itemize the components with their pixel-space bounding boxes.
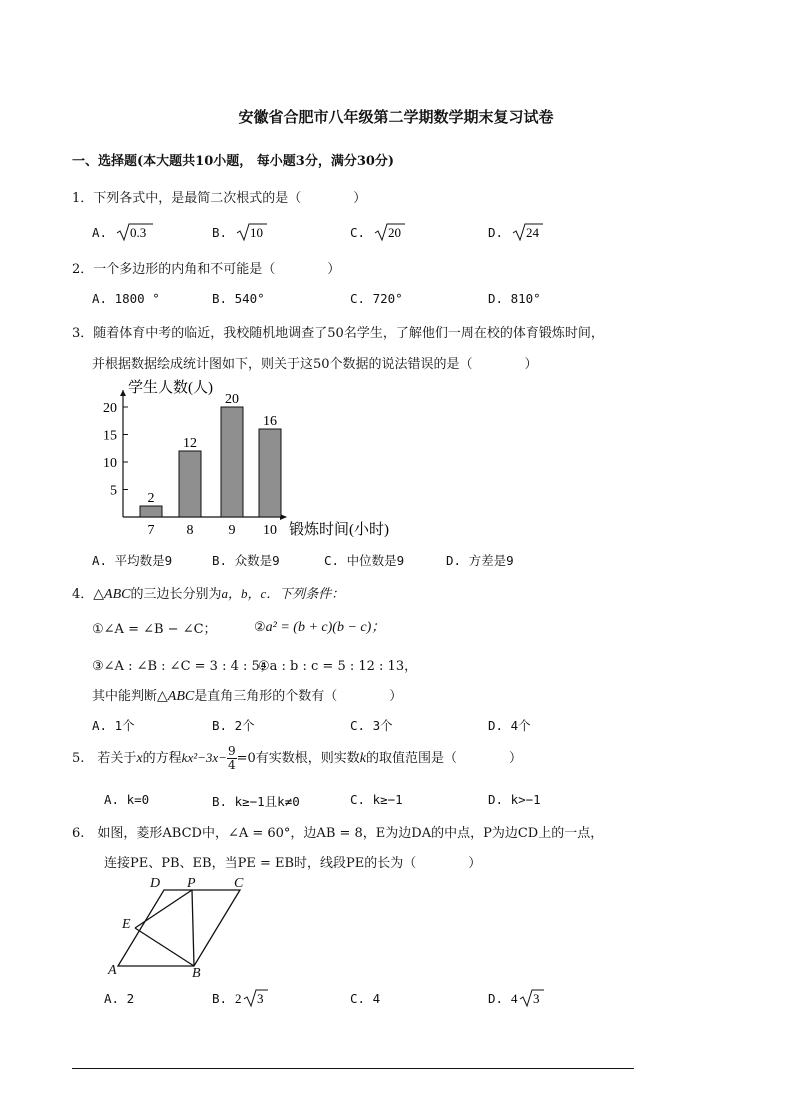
label-c: C bbox=[234, 876, 244, 891]
svg-text:2: 2 bbox=[234, 991, 242, 1006]
svg-text:3: 3 bbox=[532, 991, 540, 1006]
q4-condition-4: ④a : b : c = 5 : 12 : 13， bbox=[258, 659, 418, 674]
sqrt-symbol bbox=[373, 222, 405, 242]
page-title: 安徽省合肥市八年级第二学期数学期末复习试卷 bbox=[238, 108, 554, 126]
label-d: D bbox=[150, 876, 161, 891]
radicand: 0.3 bbox=[129, 225, 146, 240]
sqrt-symbol bbox=[235, 222, 267, 242]
q5-option-a: A. k=0 bbox=[104, 792, 150, 807]
q4-condition-3: ③∠A : ∠B : ∠C = 3 : 4 : 5； bbox=[92, 659, 273, 674]
y-tick-label: 20 bbox=[103, 401, 117, 416]
sqrt-symbol bbox=[511, 222, 543, 242]
q4-option-b: B. 2个 bbox=[212, 718, 255, 733]
bar bbox=[140, 506, 162, 517]
q1-option-b: B. 10 bbox=[212, 222, 267, 242]
segment-pb bbox=[192, 890, 194, 966]
q4-condition-1: ①∠A = ∠B − ∠C； bbox=[92, 622, 217, 637]
bar bbox=[221, 407, 243, 517]
rhombus-abcd bbox=[118, 890, 240, 966]
bar-data-label: 2 bbox=[147, 491, 155, 506]
x-tick-label: 7 bbox=[147, 523, 155, 538]
q2-option-d: D. 810° bbox=[488, 291, 541, 306]
radicand: 20 bbox=[387, 225, 401, 240]
coef-sqrt bbox=[511, 988, 545, 1008]
radicand: 24 bbox=[525, 225, 539, 240]
coef-sqrt bbox=[235, 988, 269, 1008]
svg-text:3: 3 bbox=[256, 991, 264, 1006]
q5-option-d: D. k>−1 bbox=[488, 792, 541, 807]
fraction-9-4: $\frac{9}{4}$ bbox=[227, 744, 236, 772]
x-axis-label: 锻炼时间(小时) bbox=[289, 522, 389, 538]
question-4-stem: 4．△ABC的三边长分别为a，b，c．下列条件： bbox=[72, 586, 345, 602]
question-6-stem-line-2: 连接PE、PB、EB，当PE = EB时，线段PE的长为（ ） bbox=[104, 856, 482, 871]
q3-option-b: B. 众数是9 bbox=[212, 553, 280, 568]
sqrt-symbol bbox=[115, 222, 153, 242]
q6-option-d: D. 4 3 bbox=[488, 988, 545, 1008]
x-tick-label: 9 bbox=[228, 523, 236, 538]
question-1-stem: 1．下列各式中，是最简二次根式的是（ ） bbox=[72, 191, 367, 206]
question-3-stem-line-2: 并根据数据绘成统计图如下，则关于这50个数据的说法错误的是（ ） bbox=[92, 357, 538, 372]
bar-data-label: 20 bbox=[225, 392, 239, 407]
q3-option-c: C. 中位数是9 bbox=[324, 553, 405, 568]
q4-condition-2: ②a² = (b + c)(b − c)； bbox=[254, 620, 386, 635]
q4-question: 其中能判断△ABC是直角三角形的个数有（ ） bbox=[92, 689, 403, 704]
q2-option-c: C. 720° bbox=[350, 291, 403, 306]
triangle-abc: △ABC bbox=[93, 587, 131, 602]
q2-option-a: A. 1800 ° bbox=[92, 291, 160, 306]
question-3-stem-line-1: 3．随着体育中考的临近，我校随机地调查了50名学生，了解他们一周在校的体育锻炼时间， bbox=[72, 326, 604, 341]
label-a: A bbox=[108, 963, 117, 978]
q4-option-c: C. 3个 bbox=[350, 718, 393, 733]
svg-text:4: 4 bbox=[510, 991, 518, 1006]
x-tick-label: 8 bbox=[186, 523, 194, 538]
q1-option-d: D. 24 bbox=[488, 222, 543, 242]
question-6-stem-line-1: 6. 如图，菱形ABCD中，∠A = 60°，边AB = 8，E为边DA的中点，P为边CD上的一点， bbox=[72, 826, 604, 841]
label-e: E bbox=[122, 917, 131, 932]
question-2-stem: 2．一个多边形的内角和不可能是（ ） bbox=[72, 262, 341, 277]
bar-chart bbox=[0, 370, 440, 550]
y-axis-arrow bbox=[120, 390, 126, 396]
question-5-stem: 5. 若关于x的方程kx²−3x− $\frac{9}{4}$ =0有实数根，则实数k的取值范围是（ ） bbox=[72, 744, 522, 772]
q4-option-a: A. 1个 bbox=[92, 718, 135, 733]
chart-bars bbox=[140, 407, 281, 517]
label-p: P bbox=[187, 876, 196, 891]
x-tick-label: 10 bbox=[263, 523, 277, 538]
q5-option-b: B. k≥−1且k≠0 bbox=[212, 794, 300, 809]
bar-data-label: 16 bbox=[263, 414, 277, 429]
y-tick-label: 5 bbox=[110, 483, 117, 499]
y-tick-label: 15 bbox=[103, 428, 117, 444]
q6-option-b: B. 2 3 bbox=[212, 988, 269, 1008]
y-axis-label: 学生人数(人) bbox=[128, 380, 213, 396]
bar bbox=[259, 429, 281, 517]
q3-option-a: A. 平均数是9 bbox=[92, 553, 173, 568]
q3-option-d: D. 方差是9 bbox=[446, 553, 514, 568]
radicand: 10 bbox=[249, 225, 263, 240]
segment-pe bbox=[135, 890, 192, 928]
q1-option-a: A. 0.3 bbox=[92, 222, 153, 242]
segment-eb bbox=[135, 928, 194, 966]
section-heading: 一、选择题(本大题共10小题， 每小题3分，满分30分) bbox=[72, 154, 395, 169]
q5-option-c: C. k≥−1 bbox=[350, 792, 403, 807]
q4-option-d: D. 4个 bbox=[488, 718, 531, 733]
q2-option-b: B. 540° bbox=[212, 291, 265, 306]
bar-data-label: 12 bbox=[183, 436, 197, 451]
y-tick-label: 10 bbox=[103, 456, 117, 471]
bar bbox=[179, 451, 201, 517]
rhombus-figure bbox=[100, 872, 260, 982]
footer-rule bbox=[72, 1068, 634, 1069]
q1-option-c: C. 20 bbox=[350, 222, 405, 242]
q6-option-a: A. 2 bbox=[104, 991, 135, 1006]
q6-option-c: C. 4 bbox=[350, 991, 381, 1006]
label-b: B bbox=[192, 966, 201, 981]
